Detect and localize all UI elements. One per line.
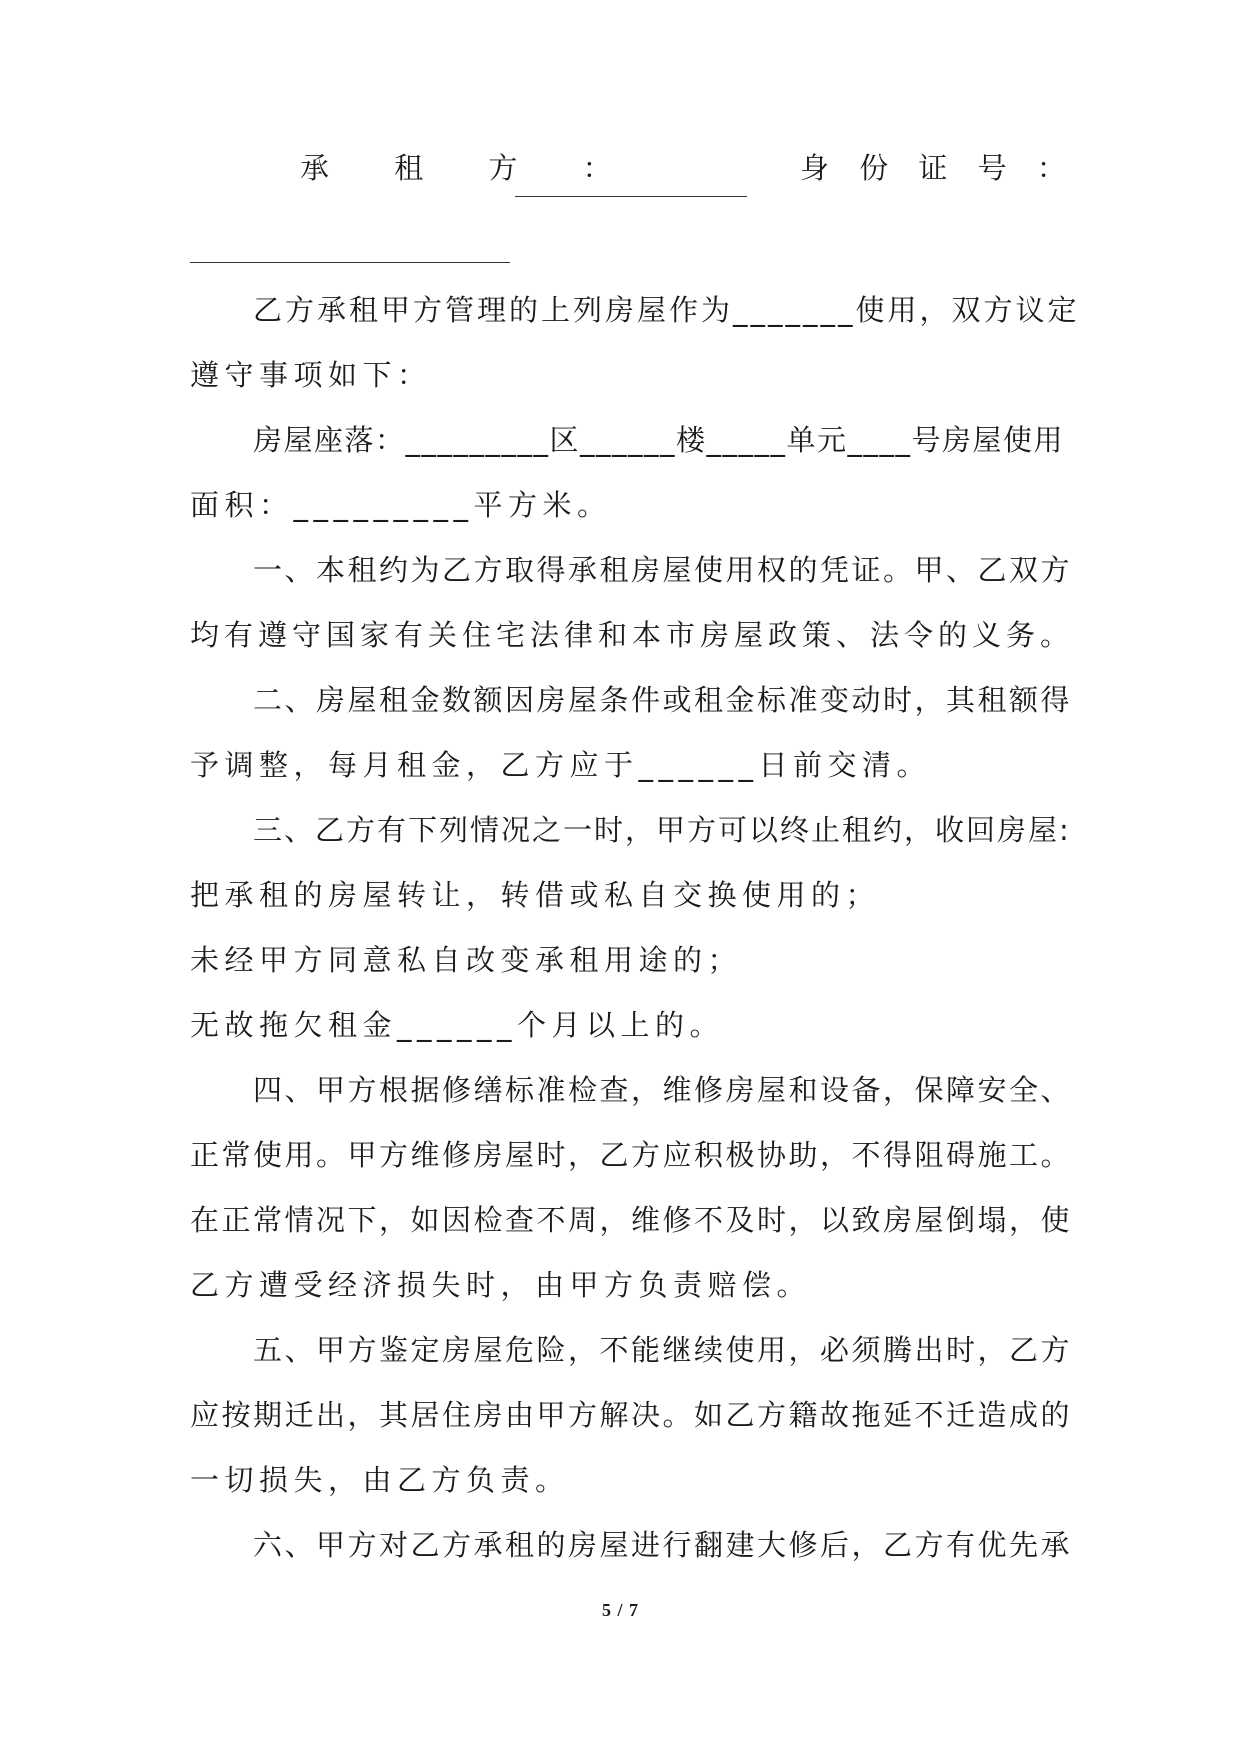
- id-blank-line: [190, 262, 510, 263]
- body-line-18: 应按期迁出，其居住房由甲方解决。如乙方籍故拖延不迁造成的: [190, 1398, 1073, 1432]
- body-line-3: 房屋座落：_________区______楼_____单元____号房屋使用: [253, 423, 1065, 457]
- body-line-8: 予调整，每月租金，乙方应于______日前交清。: [190, 748, 932, 782]
- body-line-12: 无故拖欠租金______个月以上的。: [190, 1008, 725, 1042]
- body-line-19: 一切损失，由乙方负责。: [190, 1463, 570, 1497]
- page-number: 5 / 7: [601, 1600, 639, 1620]
- tenant-label: 承 租 方 ：: [300, 151, 640, 185]
- body-line-7: 二、房屋租金数额因房屋条件或租金标准变动时，其租额得: [253, 683, 1073, 717]
- body-line-9: 三、乙方有下列情况之一时，甲方可以终止租约，收回房屋:: [253, 813, 1071, 847]
- body-line-5: 一、本租约为乙方取得承租房屋使用权的凭证。甲、乙双方: [253, 553, 1073, 587]
- body-line-4: 面积：_________平方米。: [190, 488, 612, 522]
- body-line-14: 正常使用。甲方维修房屋时，乙方应积极协助，不得阻碍施工。: [190, 1138, 1073, 1172]
- body-line-16: 乙方遭受经济损失时，由甲方负责赔偿。: [190, 1268, 812, 1302]
- body-line-11: 未经甲方同意私自改变承租用途的；: [190, 943, 743, 977]
- tenant-blank-line: [515, 196, 747, 197]
- body-line-15: 在正常情况下，如因检查不周，维修不及时，以致房屋倒塌，使: [190, 1203, 1073, 1237]
- body-line-6: 均有遵守国家有关住宅法律和本市房屋政策、法令的义务。: [190, 618, 1075, 652]
- body-line-17: 五、甲方鉴定房屋危险，不能继续使用，必须腾出时，乙方: [253, 1333, 1073, 1367]
- id-label: 身 份 证 号 ：: [800, 151, 1077, 185]
- body-line-2: 遵守事项如下：: [190, 358, 432, 392]
- body-line-10: 把承租的房屋转让，转借或私自交换使用的；: [190, 878, 881, 912]
- body-line-1: 乙方承租甲方管理的上列房屋作为_______使用，双方议定: [253, 293, 1080, 327]
- body-line-20: 六、甲方对乙方承租的房屋进行翻建大修后，乙方有优先承: [253, 1528, 1073, 1562]
- body-line-13: 四、甲方根据修缮标准检查，维修房屋和设备，保障安全、: [253, 1073, 1073, 1107]
